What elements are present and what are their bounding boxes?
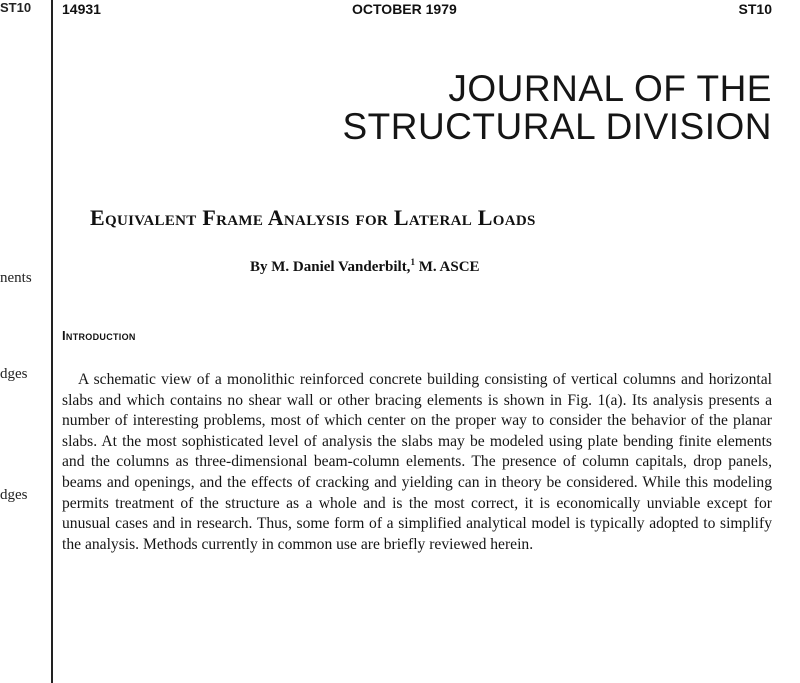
paper-number: 14931 [62,1,101,17]
section-heading-text: Introduction [62,328,136,343]
binding-edge-line [51,0,53,683]
paragraph: A schematic view of a monolithic reinforced concrete building consisting of vertical columns and horizontal slabs and which contains no shear wall or other bracing elements is shown in Fig. 1(a). Its analysis presents a number of interesting problems, most of which center on the proper way to consider the behavior of the planar slabs. At the most sophisticated level of analysis the slabs may be modeled using plate bending finite elements and the columns as three-dimensional beam-column elements. The presence of column capitals, drop panels, beams and openings, and the effects of cracking and yielding can in theory be considered. While this modeling permits treatment of the structure as a whole and is the most correct, it is economically unviable except for unusual cases and in research. Thus, some form of a simplified analytical model is typically adopted to simplify the analysis. Methods currently in common use are briefly reviewed herein. [62,371,772,553]
byline [250,257,480,276]
footnote-mark: 1 [410,257,415,267]
margin-fragment: dges [0,487,28,503]
journal-title-line: STRUCTURAL DIVISION [342,106,772,147]
margin-fragment: nents [0,270,32,286]
margin-top-label: ST10 [0,0,32,15]
journal-title [342,70,772,146]
running-header [62,1,772,19]
author-affiliation: M. ASCE [414,259,480,275]
issue-date: OCTOBER 1979 [352,1,457,17]
article-title: Equivalent Frame Analysis for Lateral Loads [90,205,536,230]
margin-fragment: dges [0,366,28,382]
author-name: By M. Daniel Vanderbilt, [250,259,411,275]
journal-title-line: JOURNAL OF THE [448,68,772,109]
section-heading [62,328,136,343]
journal-code: ST10 [738,1,772,17]
body-text [62,370,772,555]
